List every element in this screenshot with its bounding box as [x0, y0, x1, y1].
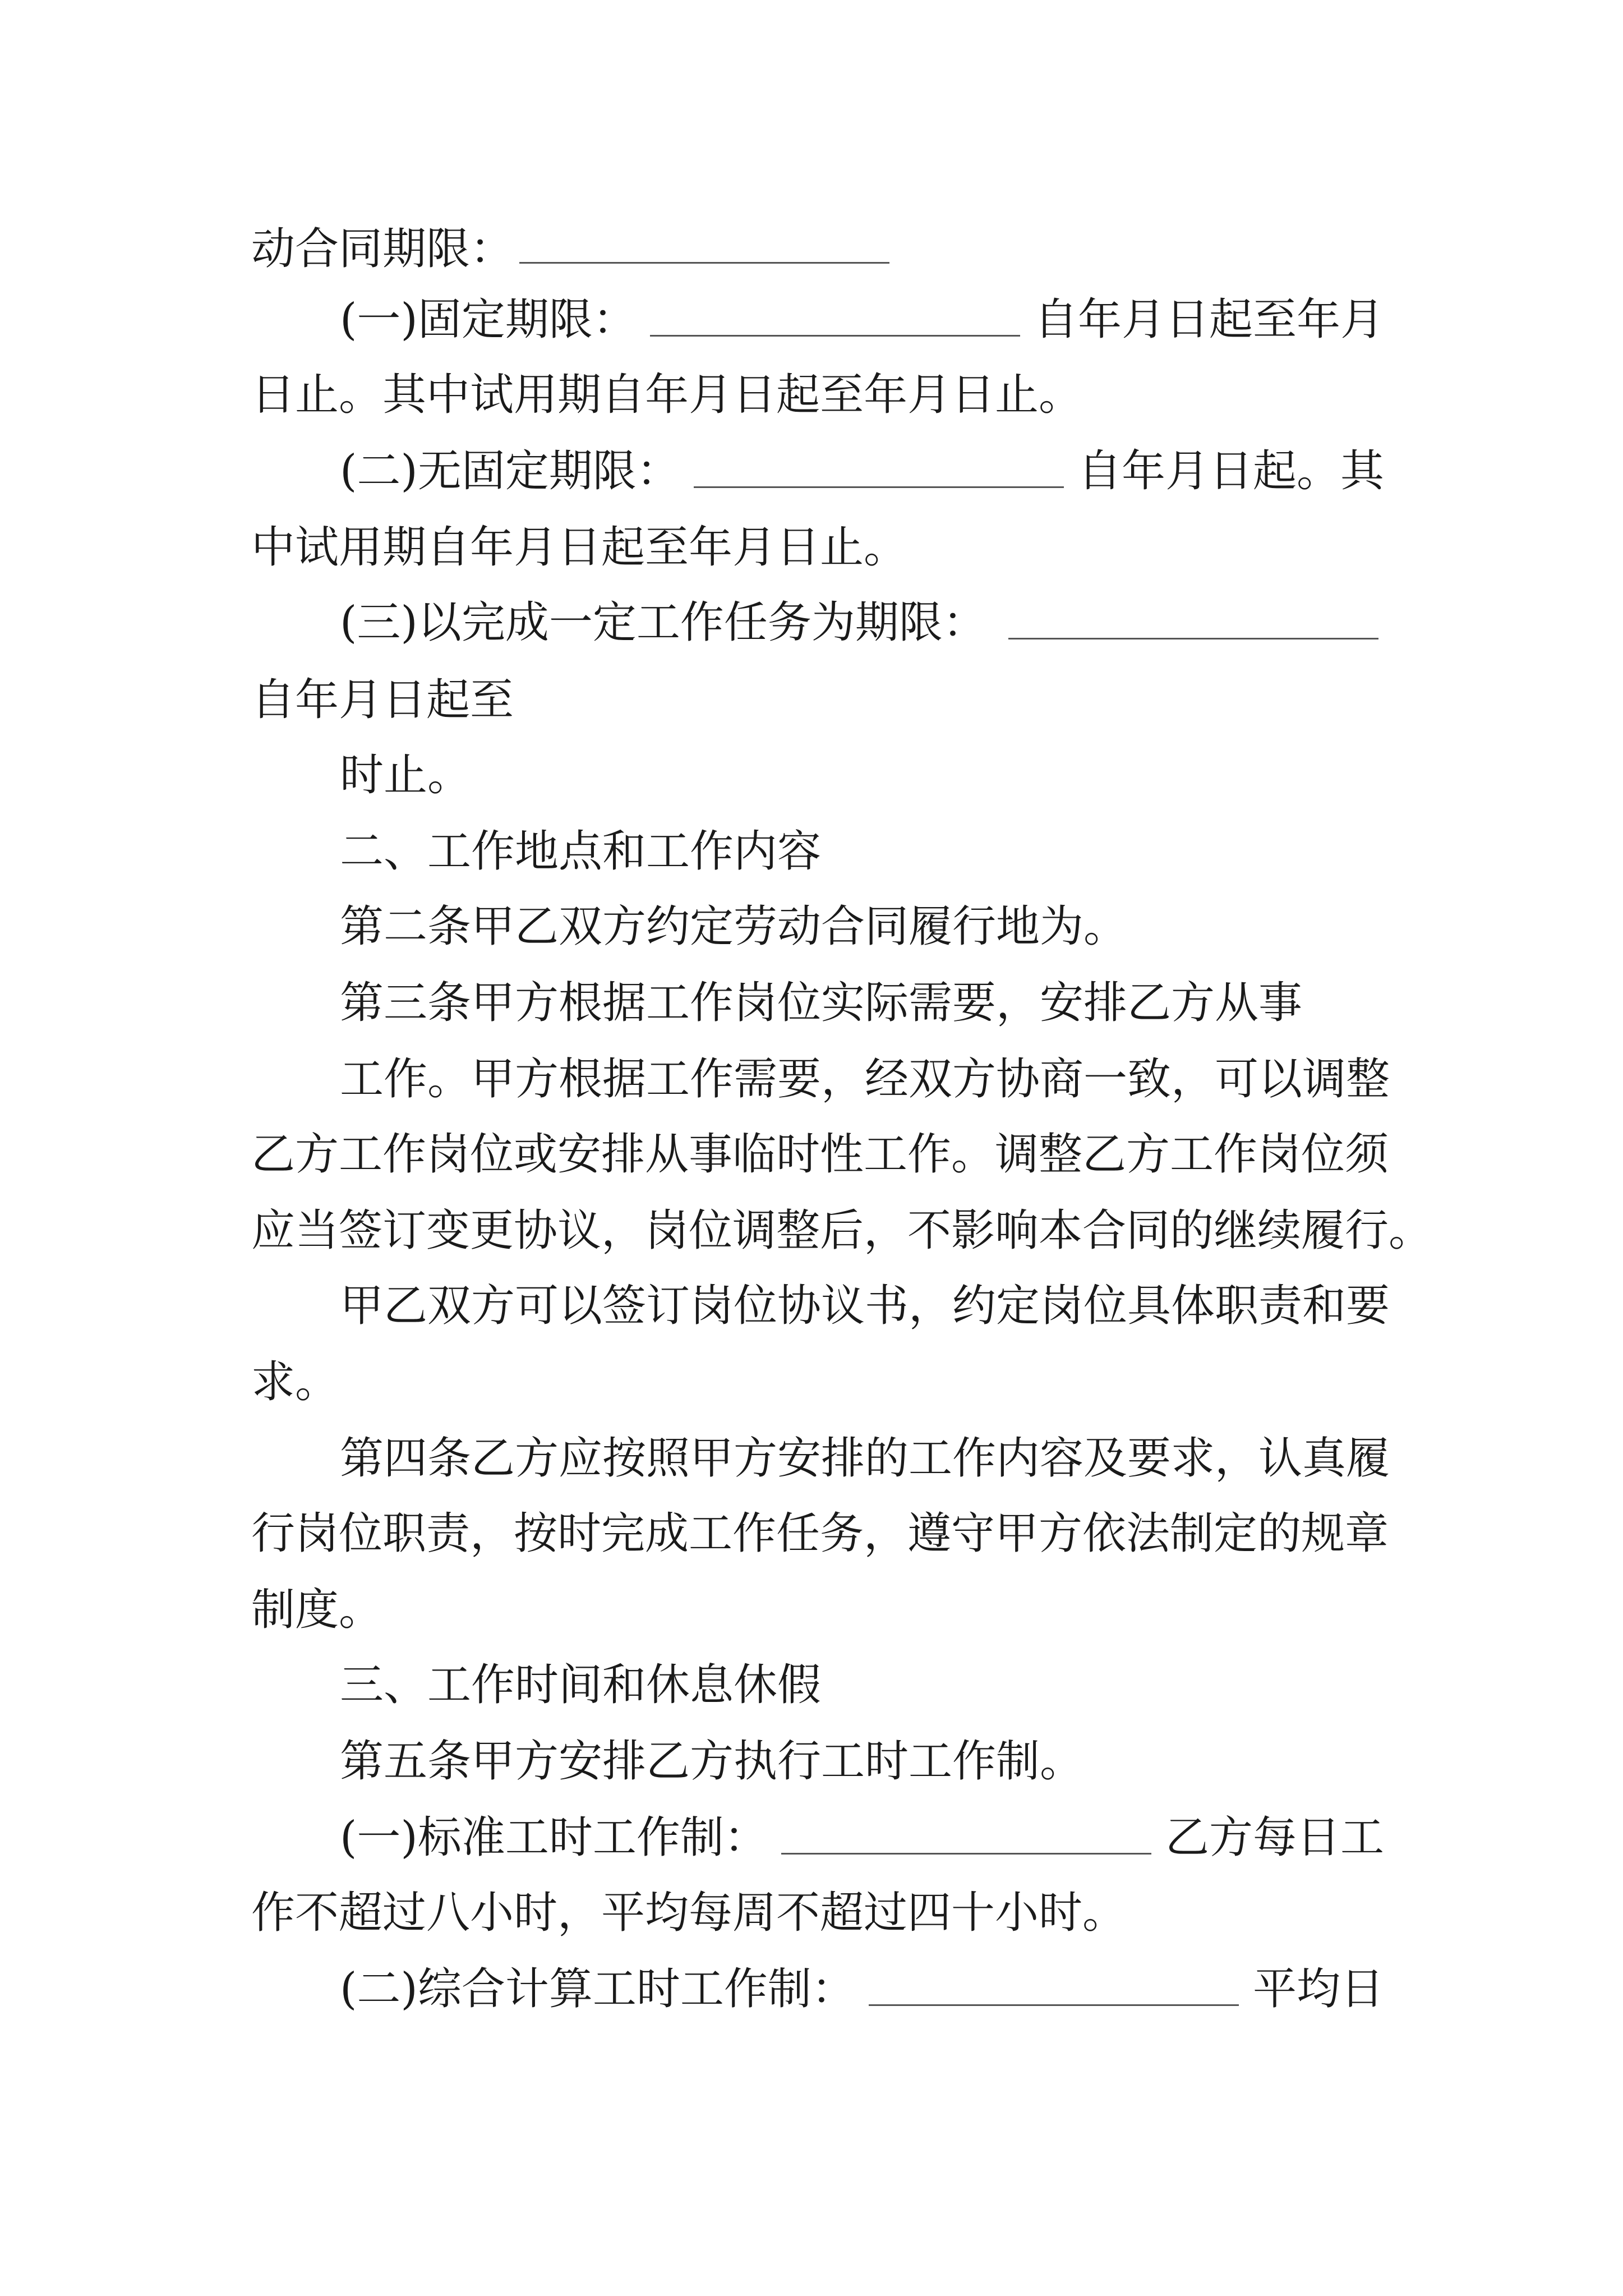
text-segment: 动合同期限： [251, 224, 514, 274]
text-line [340, 1722, 1384, 1801]
fill-in-blank [519, 231, 889, 264]
fill-in-blank [781, 1821, 1151, 1855]
text-segment: 工作。甲方根据工作需要，经双方协商一致，可以调整 [340, 1054, 1390, 1105]
text-segment: (一)固定期限： [340, 295, 637, 345]
text-line [340, 280, 1384, 359]
text-segment: 中试用期自年月日起至年月日止。 [251, 522, 908, 573]
text-line [340, 736, 1384, 815]
text-line [251, 1571, 1384, 1649]
text-segment: 第三条甲方根据工作岗位实际需要，安排乙方从事 [340, 978, 1303, 1028]
section-heading [340, 812, 1384, 891]
text-line [340, 432, 1384, 510]
text-segment: 时止。 [340, 750, 472, 800]
text-segment: 日止。其中试用期自年月日起至年月日止。 [251, 370, 1083, 420]
text-line [251, 1874, 1384, 1952]
text-line [340, 583, 1384, 662]
text-segment: 甲乙双方可以签订岗位协议书，约定岗位具体职责和要 [340, 1281, 1390, 1331]
text-line [251, 1343, 1384, 1421]
fill-in-blank [869, 1973, 1239, 2006]
text-segment: 制度。 [251, 1585, 383, 1635]
text-segment: 自年月日起。其 [1077, 446, 1384, 496]
text-line [340, 1950, 1384, 2028]
section-heading [340, 1646, 1384, 1724]
text-segment: 应当签订变更协议，岗位调整后，不影响本合同的继续履行。 [251, 1205, 1433, 1256]
text-segment: 自年月日起至 [251, 675, 514, 725]
text-segment: (三)以完成一定工作任务为期限： [340, 597, 986, 648]
text-segment: 自年月日起至年月 [1034, 295, 1384, 345]
text-segment: 三、工作时间和休息休假 [340, 1660, 822, 1710]
text-segment: 第五条甲方安排乙方执行工时工作制。 [340, 1736, 1084, 1787]
text-line [340, 964, 1384, 1042]
text-line [251, 1191, 1433, 1270]
text-line [340, 1040, 1390, 1119]
text-segment: (二)综合计算工时工作制： [340, 1964, 855, 2014]
text-segment: 第二条甲乙双方约定劳动合同履行地为。 [340, 901, 1128, 952]
fill-in-blank [694, 455, 1064, 488]
text-line [340, 1419, 1390, 1498]
text-segment: (二)无固定期限： [340, 446, 680, 496]
text-line [251, 356, 1384, 434]
text-segment: 作不超过八小时，平均每周不超过四十小时。 [251, 1888, 1127, 1938]
text-line [251, 210, 1384, 288]
text-line [251, 508, 1384, 587]
text-line [340, 1267, 1390, 1345]
text-segment: (一)标准工时工作制： [340, 1812, 768, 1863]
text-line [251, 661, 1384, 739]
text-line [340, 887, 1384, 966]
fill-in-blank [1008, 606, 1378, 639]
fill-in-blank [650, 303, 1020, 337]
text-line [340, 1798, 1384, 1877]
text-line [251, 1115, 1389, 1194]
text-segment: 乙方每日工 [1165, 1812, 1384, 1863]
text-segment: 行岗位职责，按时完成工作任务，遵守甲方依法制定的规章 [251, 1508, 1389, 1559]
text-segment: 第四条乙方应按照甲方安排的工作内容及要求，认真履 [340, 1433, 1390, 1484]
text-line [251, 1494, 1389, 1573]
text-segment: 平均日 [1252, 1964, 1384, 2014]
text-segment: 乙方工作岗位或安排从事临时性工作。调整乙方工作岗位须 [251, 1129, 1389, 1180]
text-segment: 二、工作地点和工作内容 [340, 826, 822, 877]
text-segment: 求。 [251, 1357, 339, 1407]
